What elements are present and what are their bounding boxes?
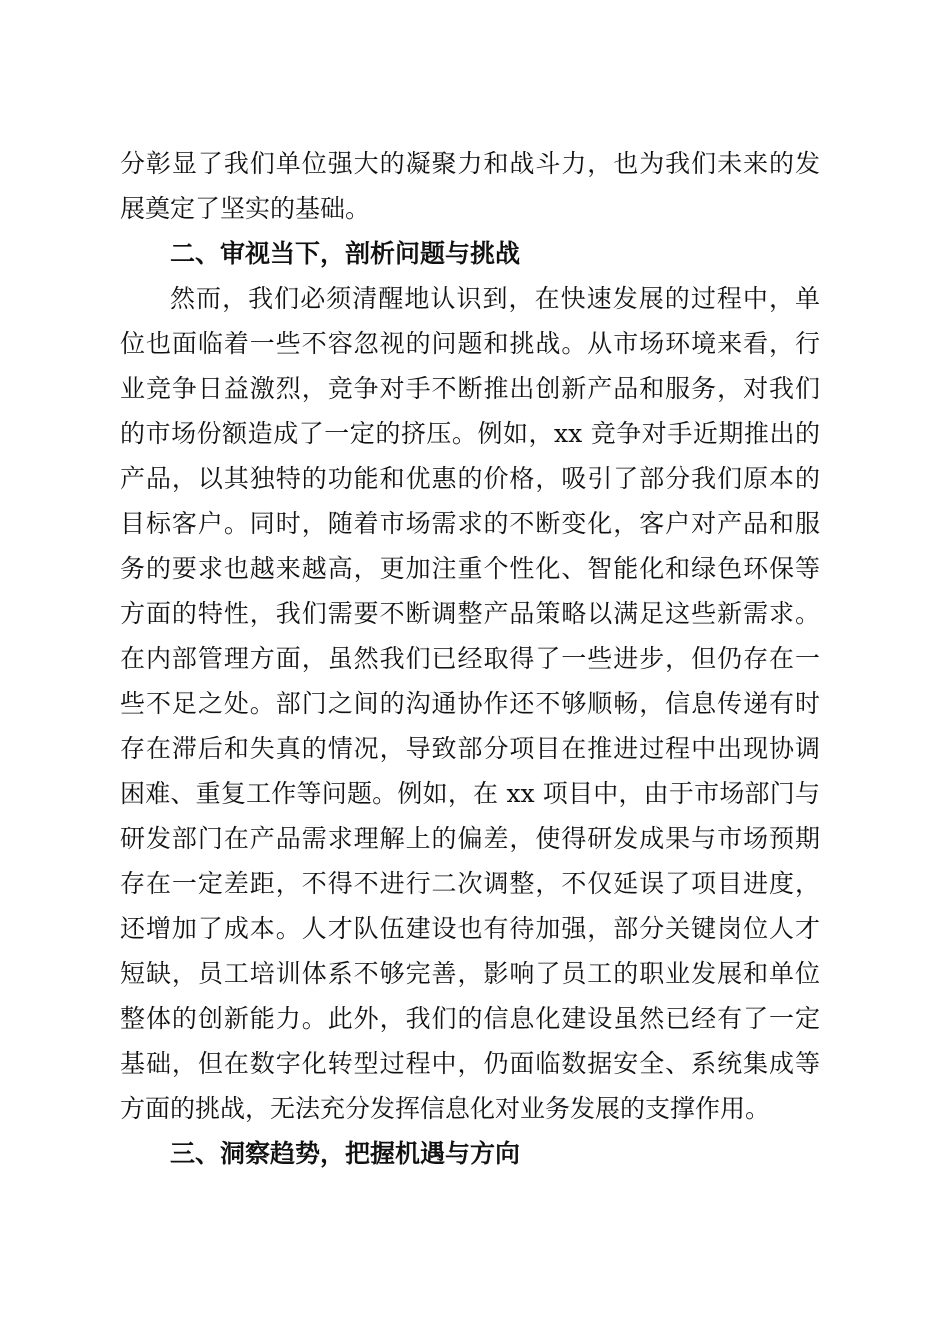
section-2-line-2: 位也面临着一些不容忽视的问题和挑战。从市场环境来看，行 bbox=[120, 329, 820, 358]
section-2-line-7: 务的要求也越来越高，更加注重个性化、智能化和绿色环保等 bbox=[120, 554, 820, 583]
section-2-line-1: 然而，我们必须清醒地认识到，在快速发展的过程中，单 bbox=[170, 284, 820, 313]
section-2-line-10: 些不足之处。部门之间的沟通协作还不够顺畅，信息传递有时 bbox=[120, 689, 820, 718]
section-2-line-5: 产品，以其独特的功能和优惠的价格，吸引了部分我们原本的 bbox=[120, 464, 820, 493]
section-2-line-13: 研发部门在产品需求理解上的偏差，使得研发成果与市场预期 bbox=[120, 824, 820, 853]
section-2-line-9: 在内部管理方面，虽然我们已经取得了一些进步，但仍存在一 bbox=[120, 644, 820, 673]
section-2-line-17: 整体的创新能力。此外，我们的信息化建设虽然已经有了一定 bbox=[120, 1004, 820, 1033]
section-2-line-3: 业竞争日益激烈，竞争对手不断推出创新产品和服务，对我们 bbox=[120, 374, 820, 403]
section-2-line-14: 存在一定差距，不得不进行二次调整，不仅延误了项目进度， bbox=[120, 869, 820, 898]
section-2-line-4: 的市场份额造成了一定的挤压。例如，xx 竞争对手近期推出的 bbox=[120, 419, 820, 448]
intro-line-2: 展奠定了坚实的基础。 bbox=[120, 194, 371, 223]
section-2-heading: 二、审视当下，剖析问题与挑战 bbox=[170, 239, 521, 268]
section-2-line-18: 基础，但在数字化转型过程中，仍面临数据安全、系统集成等 bbox=[120, 1049, 820, 1078]
section-2-line-11: 存在滞后和失真的情况，导致部分项目在推进过程中出现协调 bbox=[120, 734, 820, 763]
section-3-heading: 三、洞察趋势，把握机遇与方向 bbox=[170, 1139, 521, 1168]
section-2-line-8: 方面的特性，我们需要不断调整产品策略以满足这些新需求。 bbox=[120, 599, 820, 628]
section-2-line-12: 困难、重复工作等问题。例如，在 xx 项目中，由于市场部门与 bbox=[120, 779, 820, 808]
section-2-line-15: 还增加了成本。人才队伍建设也有待加强，部分关键岗位人才 bbox=[120, 914, 820, 943]
section-2-line-6: 目标客户。同时，随着市场需求的不断变化，客户对产品和服 bbox=[120, 509, 820, 538]
intro-line-1: 分彰显了我们单位强大的凝聚力和战斗力，也为我们未来的发 bbox=[120, 149, 820, 178]
section-2-line-16: 短缺，员工培训体系不够完善，影响了员工的职业发展和单位 bbox=[120, 959, 820, 988]
section-2-line-19: 方面的挑战，无法充分发挥信息化对业务发展的支撑作用。 bbox=[120, 1094, 771, 1123]
